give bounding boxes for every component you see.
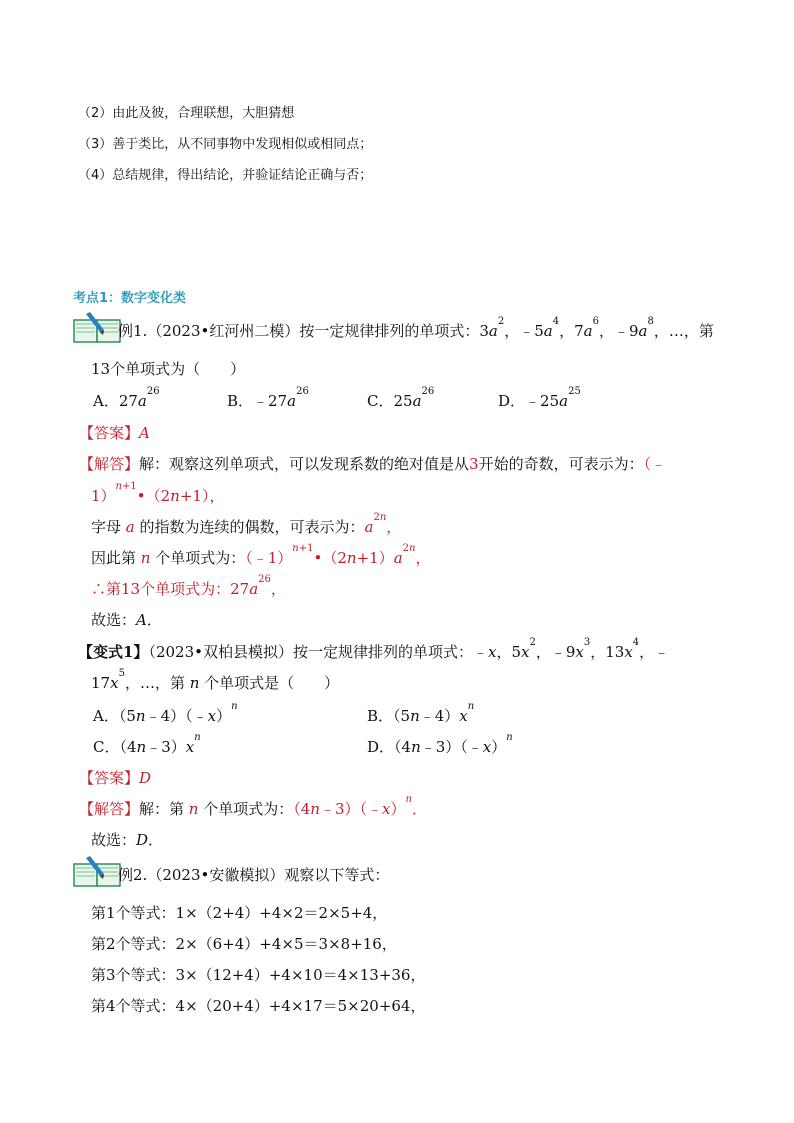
ex1-option-b: B．$﹣27a^{26}$ xyxy=(227,386,309,410)
ex1-option-c: C．$25a^{26}$ xyxy=(367,386,435,410)
ex1-answer: 【答案】A xyxy=(79,424,150,442)
ex1-solution-line1: 【解答】解：观察这列单项式，可以发现系数的绝对值是从3开始的奇数，可表示为：（﹣ xyxy=(79,455,667,473)
var1-option-c: C．$(4n﹣3)x^n$ xyxy=(93,732,201,756)
section-title: 考点1：数字变化类 xyxy=(73,291,187,306)
book-pencil-icon xyxy=(72,856,124,888)
ex1-stem-line2: 13个单项式为（ ） xyxy=(91,360,246,378)
ex2-stem: 例2.（2023•安徽模拟）观察以下等式： xyxy=(118,866,390,884)
var1-solution: 【解答】解：第 n 个单项式为：（4n﹣3）（﹣x）$^n$． xyxy=(79,794,427,818)
book-pencil-icon xyxy=(72,312,124,344)
ex2-line-2: 第2个等式：2×（6+4）+4×5＝3×8+16， xyxy=(91,935,397,953)
ex1-option-d: D．$﹣25a^{25}$ xyxy=(498,386,581,410)
ex2-line-3: 第3个等式：3×（12+4）+4×10＝4×13+36， xyxy=(91,966,426,984)
var1-answer: 【答案】D xyxy=(79,769,152,787)
tip-2: （2）由此及彼，合理联想，大胆猜想 xyxy=(78,106,295,121)
ex1-solution-line4: 因此第 n 个单项式为：$(﹣1)^{n+1}•(2n+1)a^{2n}$， xyxy=(91,543,431,567)
ex1-option-a: A．$27a^{26}$ xyxy=(93,386,160,410)
var1-option-d: D．（4n﹣3）（﹣x）$^n$ xyxy=(367,732,513,756)
ex2-line-1: 第1个等式：1×（2+4）+4×2＝2×5+4， xyxy=(91,904,388,922)
ex1-solution-line5: ∴第13个单项式为：$27a^{26}$， xyxy=(91,574,286,598)
tip-4: （4）总结规律，得出结论，并验证结论正确与否； xyxy=(78,168,373,183)
var1-option-a: A．（5n﹣4）（﹣x）$^n$ xyxy=(93,701,238,725)
var1-option-b: B．$(5n﹣4)x^n$ xyxy=(367,701,475,725)
ex1-solution-line3: 字母 a 的指数为连续的偶数，可表示为：$a^{2n}$， xyxy=(91,512,402,536)
ex1-solution-line2: 1）$^{n+1}$•（2n+1）， xyxy=(91,481,225,505)
ex1-stem: 例1.（2023•红河州二模）按一定规律排列的单项式：$3a^2$，$﹣5a^4$，$7a^6$，$﹣9a^8$，…，第 xyxy=(118,316,714,340)
tip-3: （3）善于类比，从不同事物中发现相似或相同点； xyxy=(78,137,373,152)
var1-stem-line2: $17x^5$，…，第 n 个单项式是（ ） xyxy=(91,668,340,692)
ex2-line-4: 第4个等式：4×（20+4）+4×17＝5×20+64， xyxy=(91,997,426,1015)
var1-stem: 【变式1】（2023•双柏县模拟）按一定规律排列的单项式：﹣x，$5x^2$，$﹣9x^3$，$13x^4$，﹣ xyxy=(78,637,670,661)
ex1-conclusion: 故选：A． xyxy=(91,611,162,629)
var1-conclusion: 故选：D． xyxy=(91,831,164,849)
